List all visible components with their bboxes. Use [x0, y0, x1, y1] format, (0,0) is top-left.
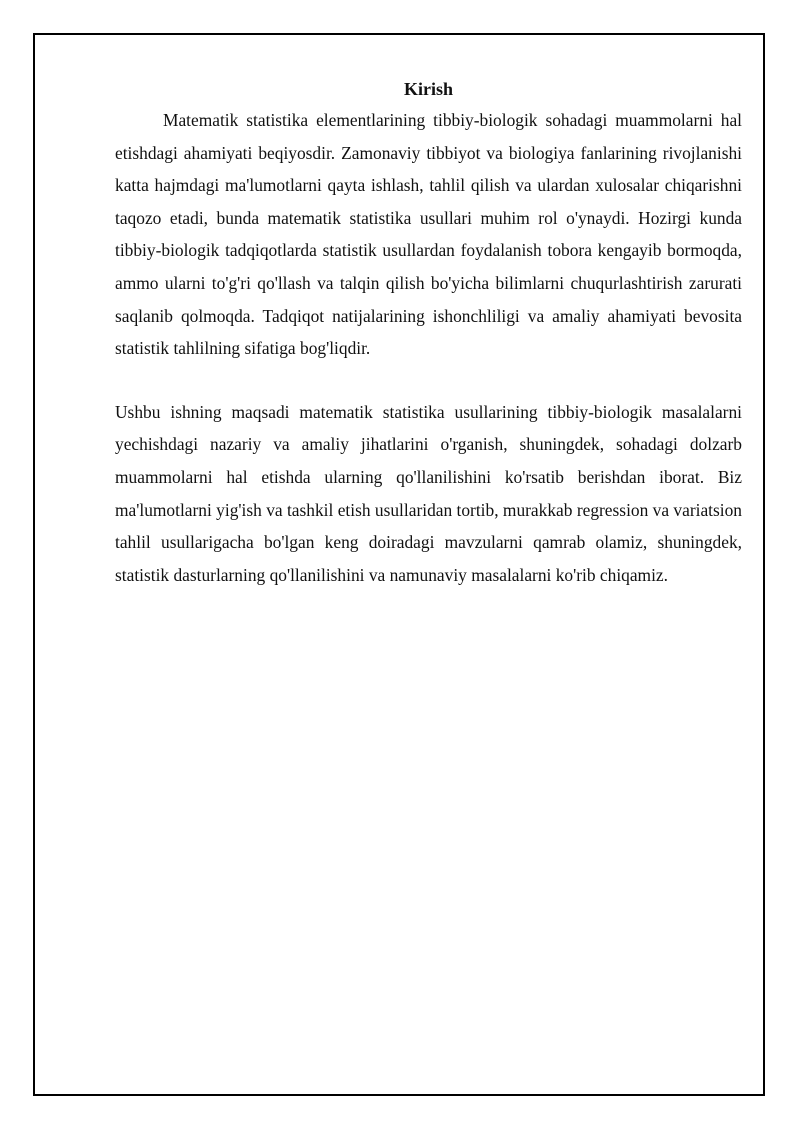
- document-title: Kirish: [403, 79, 453, 99]
- paragraph-goal: Ushbu ishning maqsadi matematik statistika usullarining tibbiy-biologik masalalarni yechishdagi nazariy va amaliy jihatlarini o'rganish, shuningdek, sohadagi dolzarb muammolarni hal etishda ularning qo'llanilishini ko'rsatib berishdan iborat. Biz ma'lumotlarni yig'ish va tashkil etish usullaridan tortib, murakkab regression va variatsion tahlil usullarigacha bo'lgan keng doiradagi mavzularni qamrab olamiz, shuningdek, statistik dasturlarning qo'llanilishini va namunaviy masalalarni ko'rib chiqamiz.: [115, 401, 742, 585]
- paragraph-intro: Matematik statistika elementlarining tibbiy-biologik sohadagi muammolarni hal etishdagi ahamiyati beqiyosdir. Zamonaviy tibbiyot va biologiya fanlarining rivojlanishi katta hajmdagi ma'lumotlarni qayta ishlash, tahlil qilish va ulardan xulosalar chiqarishni taqozo etadi, bunda matematik statistika usullari muhim rol o'ynaydi. Hozirgi kunda tibbiy-biologik tadqiqotlarda statistik usullardan foydalanish tobora kengayib bormoqda, ammo ularni to'g'ri qo'llash va talqin qilish bo'yicha bilimlarni chuqurlashtirish zarurati saqlanib qolmoqda. Tadqiqot natijalarining ishonchliligi va amaliy ahamiyati bevosita statistik tahlilning sifatiga bog'liqdir.: [115, 110, 742, 359]
- document-body: [115, 76, 742, 591]
